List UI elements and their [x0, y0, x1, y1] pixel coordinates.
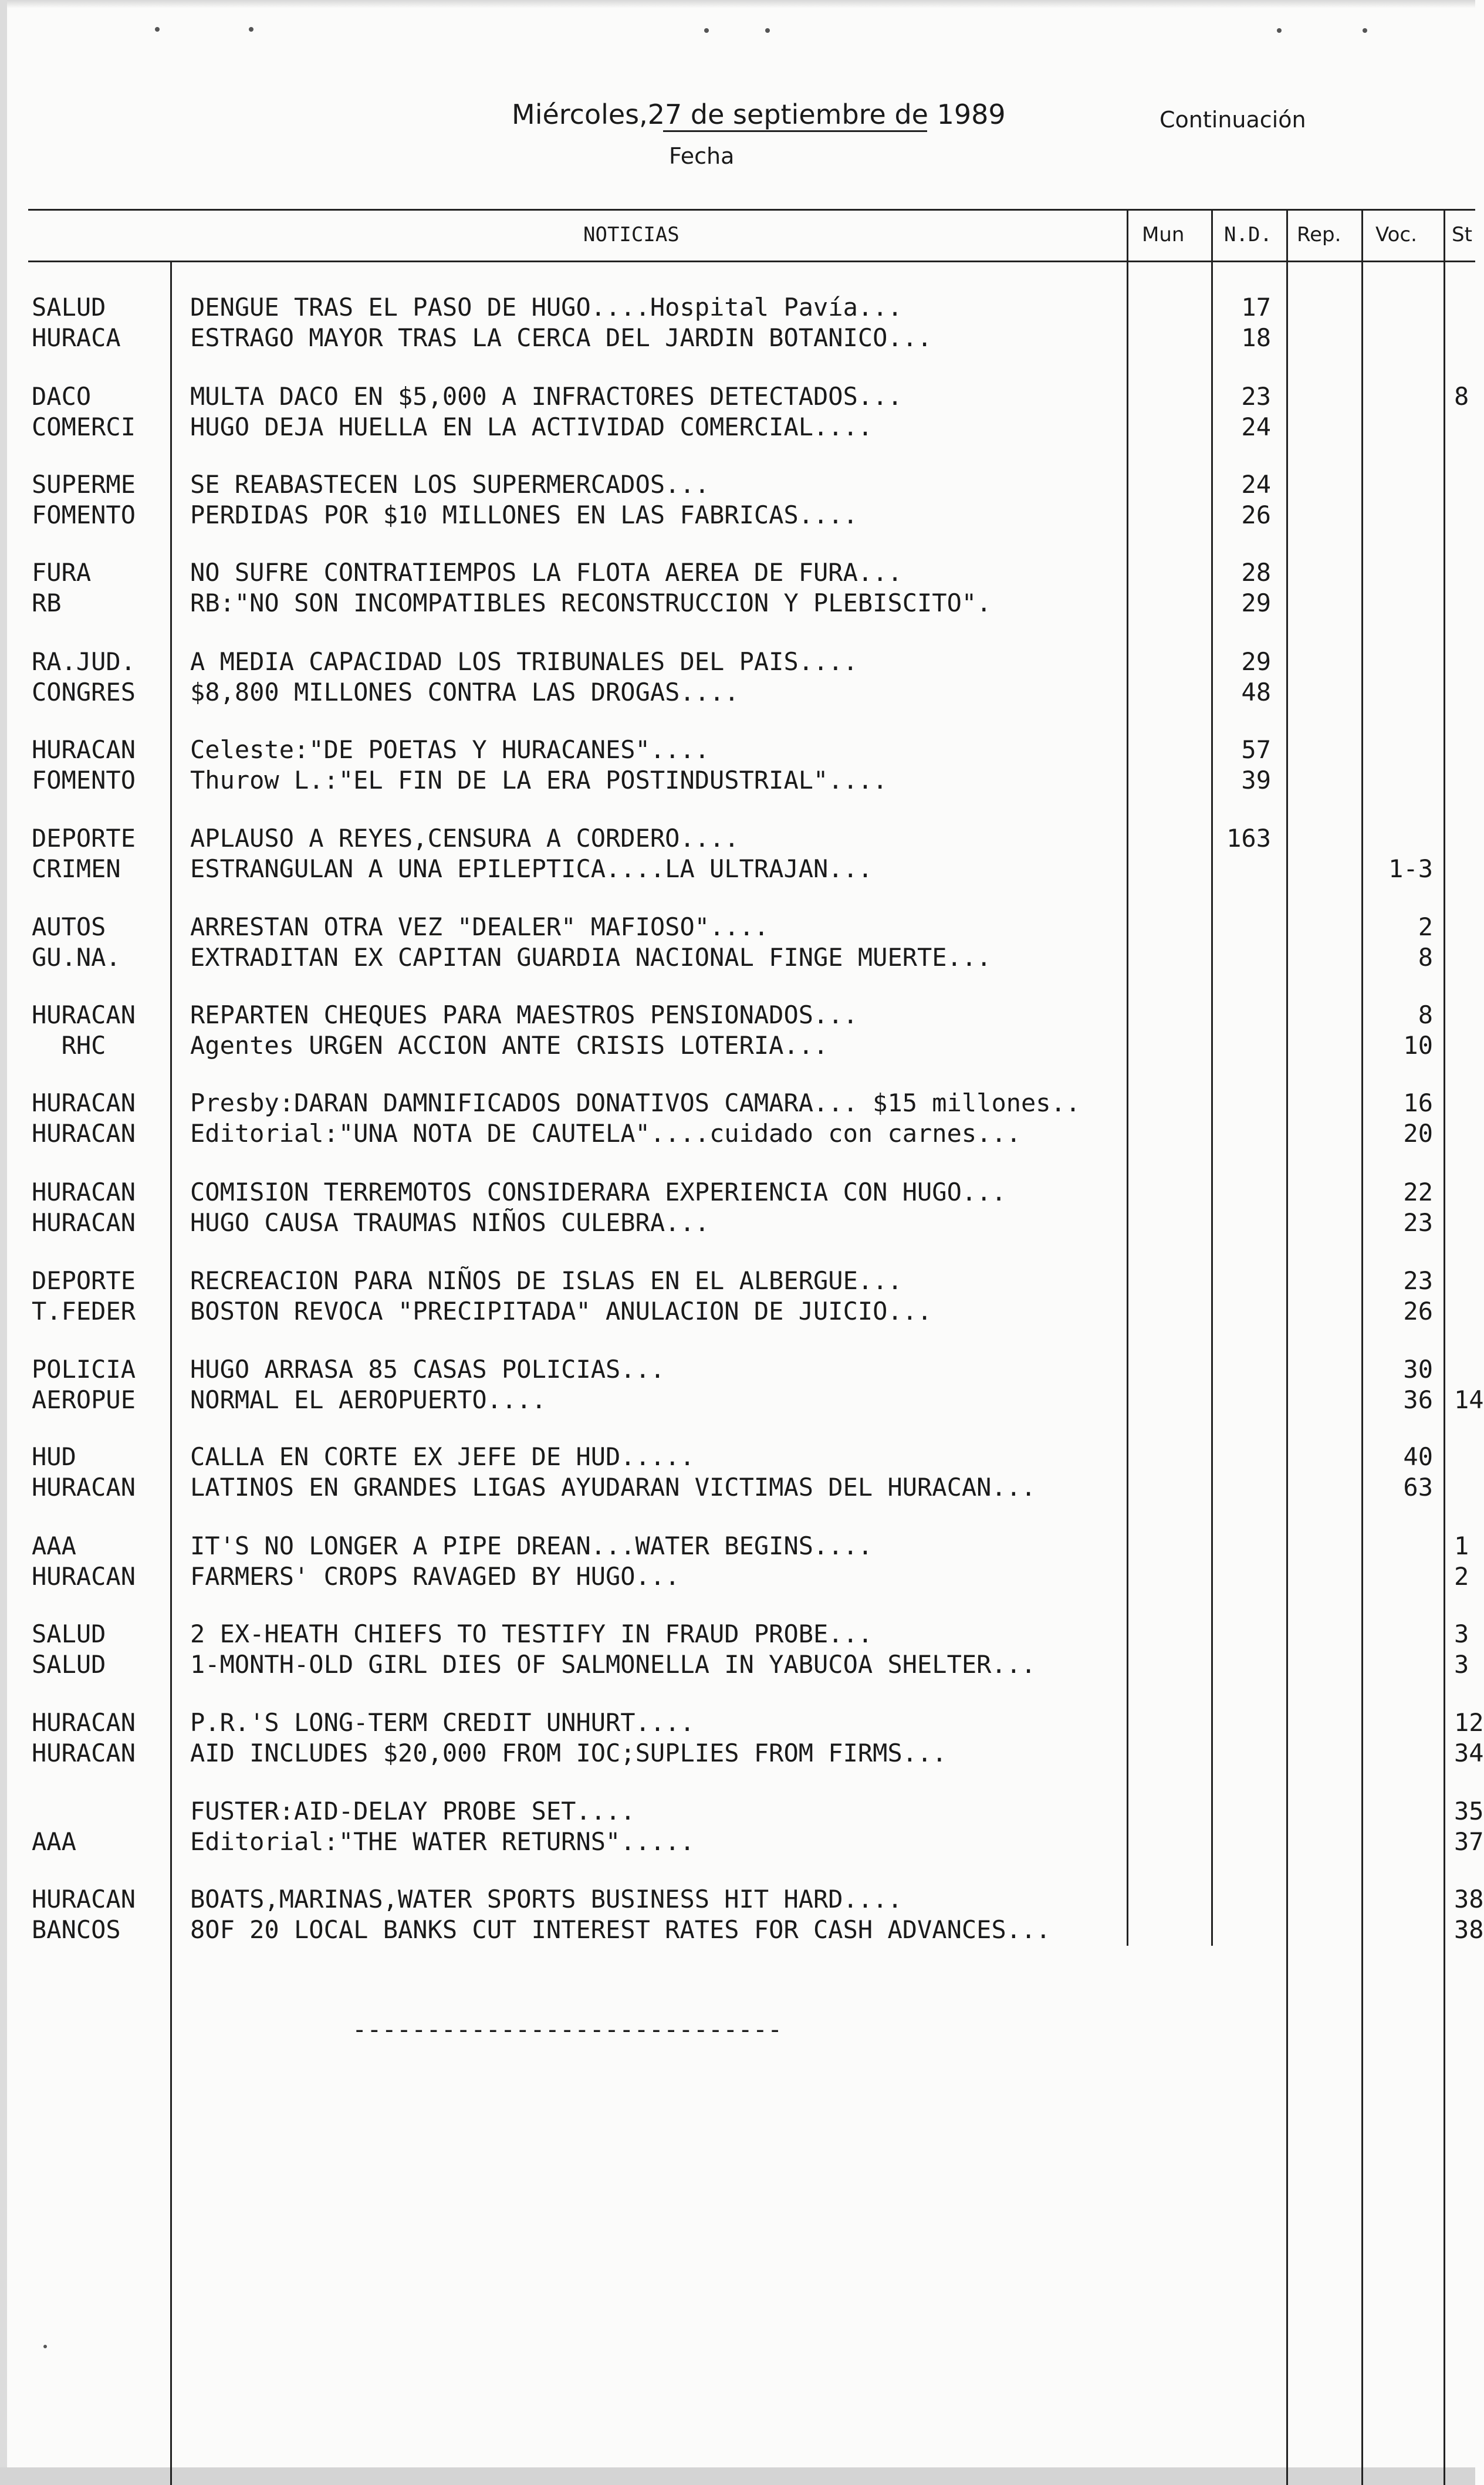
row-nd-page: 163 — [1226, 824, 1271, 853]
closing-dashes: ----------------------------- — [352, 2015, 783, 2044]
row-st-page: 3 — [1454, 1620, 1469, 1648]
row-category: HURACAN — [32, 1000, 136, 1029]
row-st-page: 34 — [1454, 1739, 1484, 1767]
row-category: HURACAN — [32, 1885, 136, 1913]
row-nd-page: 48 — [1241, 678, 1271, 706]
speck — [43, 2345, 47, 2348]
row-category: AEROPUE — [32, 1385, 136, 1414]
column-header-st: St — [1452, 223, 1472, 246]
row-headline: Presby:DARAN DAMNIFICADOS DONATIVOS CAMARA... $15 millones.. — [190, 1088, 1081, 1117]
row-voc-page: 20 — [1403, 1119, 1433, 1148]
row-nd-page: 24 — [1241, 413, 1271, 441]
row-category: HURACAN — [32, 735, 136, 764]
row-headline: NO SUFRE CONTRATIEMPOS LA FLOTA AEREA DE FURA... — [190, 558, 902, 587]
punch-dot — [1277, 28, 1282, 33]
row-headline: BOATS,MARINAS,WATER SPORTS BUSINESS HIT HARD.... — [190, 1885, 902, 1913]
report-date: Miércoles,27 de septiembre de 1989 — [512, 99, 1006, 130]
row-voc-page: 26 — [1403, 1297, 1433, 1326]
row-st-page: 12 — [1454, 1708, 1484, 1737]
row-headline: HUGO ARRASA 85 CASAS POLICIAS... — [190, 1355, 665, 1384]
row-headline: Editorial:"THE WATER RETURNS"..... — [190, 1827, 695, 1856]
row-voc-page: 36 — [1403, 1385, 1433, 1414]
column-header-voc: Voc. — [1375, 223, 1417, 246]
row-category: AAA — [32, 1827, 76, 1856]
row-category: FURA — [32, 558, 92, 587]
row-category: HURACAN — [32, 1739, 136, 1767]
rep-column-rule — [1286, 209, 1288, 2485]
row-st-page: 38 — [1454, 1915, 1484, 1944]
row-nd-page: 57 — [1241, 735, 1271, 764]
header-bottom-rule — [28, 261, 1475, 262]
row-headline: RECREACION PARA NIÑOS DE ISLAS EN EL ALBERGUE... — [190, 1266, 902, 1295]
row-voc-page: 1-3 — [1388, 854, 1433, 883]
row-category: FOMENTO — [32, 766, 136, 794]
row-category: CRIMEN — [32, 854, 121, 883]
row-nd-page: 39 — [1241, 766, 1271, 794]
row-headline: Thurow L.:"EL FIN DE LA ERA POSTINDUSTRIAL".... — [190, 766, 888, 794]
row-category: RHC — [32, 1031, 106, 1060]
row-st-page: 1 — [1454, 1531, 1469, 1560]
row-headline: Editorial:"UNA NOTA DE CAUTELA"....cuidado con carnes... — [190, 1119, 1022, 1148]
row-nd-page: 18 — [1241, 323, 1271, 352]
row-nd-page: 29 — [1241, 647, 1271, 676]
row-voc-page: 23 — [1403, 1266, 1433, 1295]
row-category: T.FEDER — [32, 1297, 136, 1326]
date-field-label: Fecha — [669, 143, 735, 169]
row-headline: DENGUE TRAS EL PASO DE HUGO....Hospital Pavía... — [190, 293, 902, 322]
row-voc-page: 30 — [1403, 1355, 1433, 1384]
row-headline: $8,800 MILLONES CONTRA LAS DROGAS.... — [190, 678, 739, 706]
row-voc-page: 2 — [1418, 912, 1433, 941]
row-headline: ARRESTAN OTRA VEZ "DEALER" MAFIOSO".... — [190, 912, 769, 941]
row-headline: HUGO CAUSA TRAUMAS NIÑOS CULEBRA... — [190, 1208, 710, 1237]
row-headline: ESTRANGULAN A UNA EPILEPTICA....LA ULTRAJAN... — [190, 854, 873, 883]
row-category: DACO — [32, 382, 92, 411]
row-nd-page: 28 — [1241, 558, 1271, 587]
row-headline: ESTRAGO MAYOR TRAS LA CERCA DEL JARDIN BOTANICO... — [190, 323, 932, 352]
column-header-mun: Mun — [1142, 223, 1185, 246]
row-voc-page: 40 — [1403, 1442, 1433, 1471]
row-nd-page: 26 — [1241, 501, 1271, 529]
row-headline: PERDIDAS POR $10 MILLONES EN LAS FABRICAS.... — [190, 501, 858, 529]
row-headline: 1-MONTH-OLD GIRL DIES OF SALMONELLA IN YABUCOA SHELTER... — [190, 1650, 1036, 1679]
punch-dot — [249, 27, 253, 32]
row-category: HURACAN — [32, 1088, 136, 1117]
row-category: HURACAN — [32, 1562, 136, 1591]
row-headline: HUGO DEJA HUELLA EN LA ACTIVIDAD COMERCIAL.... — [190, 413, 873, 441]
row-voc-page: 23 — [1403, 1208, 1433, 1237]
row-category: BANCOS — [32, 1915, 121, 1944]
table-top-rule — [28, 209, 1475, 211]
row-headline: IT'S NO LONGER A PIPE DREAN...WATER BEGINS.... — [190, 1531, 873, 1560]
row-category: HURACAN — [32, 1473, 136, 1502]
row-headline: COMISION TERREMOTOS CONSIDERARA EXPERIENCIA CON HUGO... — [190, 1178, 1006, 1206]
row-st-page: 3 — [1454, 1650, 1469, 1679]
row-category: SALUD — [32, 1620, 106, 1648]
column-header-noticias: NOTICIAS — [583, 223, 680, 246]
row-headline: CALLA EN CORTE EX JEFE DE HUD..... — [190, 1442, 695, 1471]
row-voc-page: 22 — [1403, 1178, 1433, 1206]
row-nd-page: 24 — [1241, 470, 1271, 499]
row-headline: LATINOS EN GRANDES LIGAS AYUDARAN VICTIMAS DEL HURACAN... — [190, 1473, 1036, 1502]
row-category: DEPORTE — [32, 824, 136, 853]
row-voc-page: 10 — [1403, 1031, 1433, 1060]
row-category: SALUD — [32, 1650, 106, 1679]
scan-left-edge — [0, 0, 7, 2485]
row-nd-page: 23 — [1241, 382, 1271, 411]
row-category: AUTOS — [32, 912, 106, 941]
row-voc-page: 63 — [1403, 1473, 1433, 1502]
category-column-rule — [170, 261, 172, 2485]
row-headline: RB:"NO SON INCOMPATIBLES RECONSTRUCCION Y PLEBISCITO". — [190, 589, 992, 617]
row-category: GU.NA. — [32, 943, 121, 972]
row-headline: FUSTER:AID-DELAY PROBE SET.... — [190, 1797, 635, 1825]
row-headline: P.R.'S LONG-TERM CREDIT UNHURT.... — [190, 1708, 695, 1737]
row-category: FOMENTO — [32, 501, 136, 529]
row-category: HUD — [32, 1442, 76, 1471]
row-category: SUPERME — [32, 470, 136, 499]
column-header-rep: Rep. — [1297, 223, 1341, 246]
row-category: RB — [32, 589, 62, 617]
row-st-page: 38 — [1454, 1885, 1484, 1913]
row-voc-page: 8 — [1418, 1000, 1433, 1029]
punch-dot — [1363, 28, 1367, 33]
continuation-label: Continuación — [1160, 107, 1306, 133]
row-category: HURACAN — [32, 1178, 136, 1206]
voc-column-rule — [1361, 209, 1363, 2485]
row-headline: Celeste:"DE POETAS Y HURACANES".... — [190, 735, 710, 764]
row-headline: BOSTON REVOCA "PRECIPITADA" ANULACION DE JUICIO... — [190, 1297, 932, 1326]
row-voc-page: 8 — [1418, 943, 1433, 972]
row-headline: REPARTEN CHEQUES PARA MAESTROS PENSIONADOS... — [190, 1000, 858, 1029]
punch-dot — [704, 28, 709, 33]
row-headline: SE REABASTECEN LOS SUPERMERCADOS... — [190, 470, 710, 499]
row-category: SALUD — [32, 293, 106, 322]
row-headline: FARMERS' CROPS RAVAGED BY HUGO... — [190, 1562, 680, 1591]
row-headline: 2 EX-HEATH CHIEFS TO TESTIFY IN FRAUD PROBE... — [190, 1620, 873, 1648]
row-headline: NORMAL EL AEROPUERTO.... — [190, 1385, 546, 1414]
st-column-rule — [1444, 209, 1445, 2485]
row-category: DEPORTE — [32, 1266, 136, 1295]
row-st-page: 37 — [1454, 1827, 1484, 1856]
row-category: HURACAN — [32, 1208, 136, 1237]
row-category: CONGRES — [32, 678, 136, 706]
row-headline: EXTRADITAN EX CAPITAN GUARDIA NACIONAL FINGE MUERTE... — [190, 943, 992, 972]
row-headline: A MEDIA CAPACIDAD LOS TRIBUNALES DEL PAIS.... — [190, 647, 858, 676]
row-headline: MULTA DACO EN $5,000 A INFRACTORES DETECTADOS... — [190, 382, 902, 411]
row-st-page: 2 — [1454, 1562, 1469, 1591]
row-headline: Agentes URGEN ACCION ANTE CRISIS LOTERIA... — [190, 1031, 829, 1060]
column-header-nd: N.D. — [1224, 223, 1272, 246]
date-underline — [663, 130, 927, 132]
row-category: RA.JUD. — [32, 647, 136, 676]
row-headline: AID INCLUDES $20,000 FROM IOC;SUPLIES FROM FIRMS... — [190, 1739, 947, 1767]
row-headline: 8OF 20 LOCAL BANKS CUT INTEREST RATES FOR CASH ADVANCES... — [190, 1915, 1051, 1944]
punch-dot — [155, 27, 160, 32]
mun-column-rule — [1127, 209, 1128, 1946]
row-category: COMERCI — [32, 413, 136, 441]
row-category: HURACAN — [32, 1119, 136, 1148]
row-category: HURACA — [32, 323, 121, 352]
scan-bottom-edge — [0, 2467, 1475, 2485]
row-nd-page: 17 — [1241, 293, 1271, 322]
row-st-page: 8 — [1454, 382, 1469, 411]
row-nd-page: 29 — [1241, 589, 1271, 617]
row-category: POLICIA — [32, 1355, 136, 1384]
scan-top-edge — [0, 0, 1475, 8]
row-voc-page: 16 — [1403, 1088, 1433, 1117]
punch-dot — [765, 28, 770, 33]
row-st-page: 35 — [1454, 1797, 1484, 1825]
row-category: HURACAN — [32, 1708, 136, 1737]
row-st-page: 14 — [1454, 1385, 1484, 1414]
row-category: AAA — [32, 1531, 76, 1560]
row-headline: APLAUSO A REYES,CENSURA A CORDERO.... — [190, 824, 739, 853]
